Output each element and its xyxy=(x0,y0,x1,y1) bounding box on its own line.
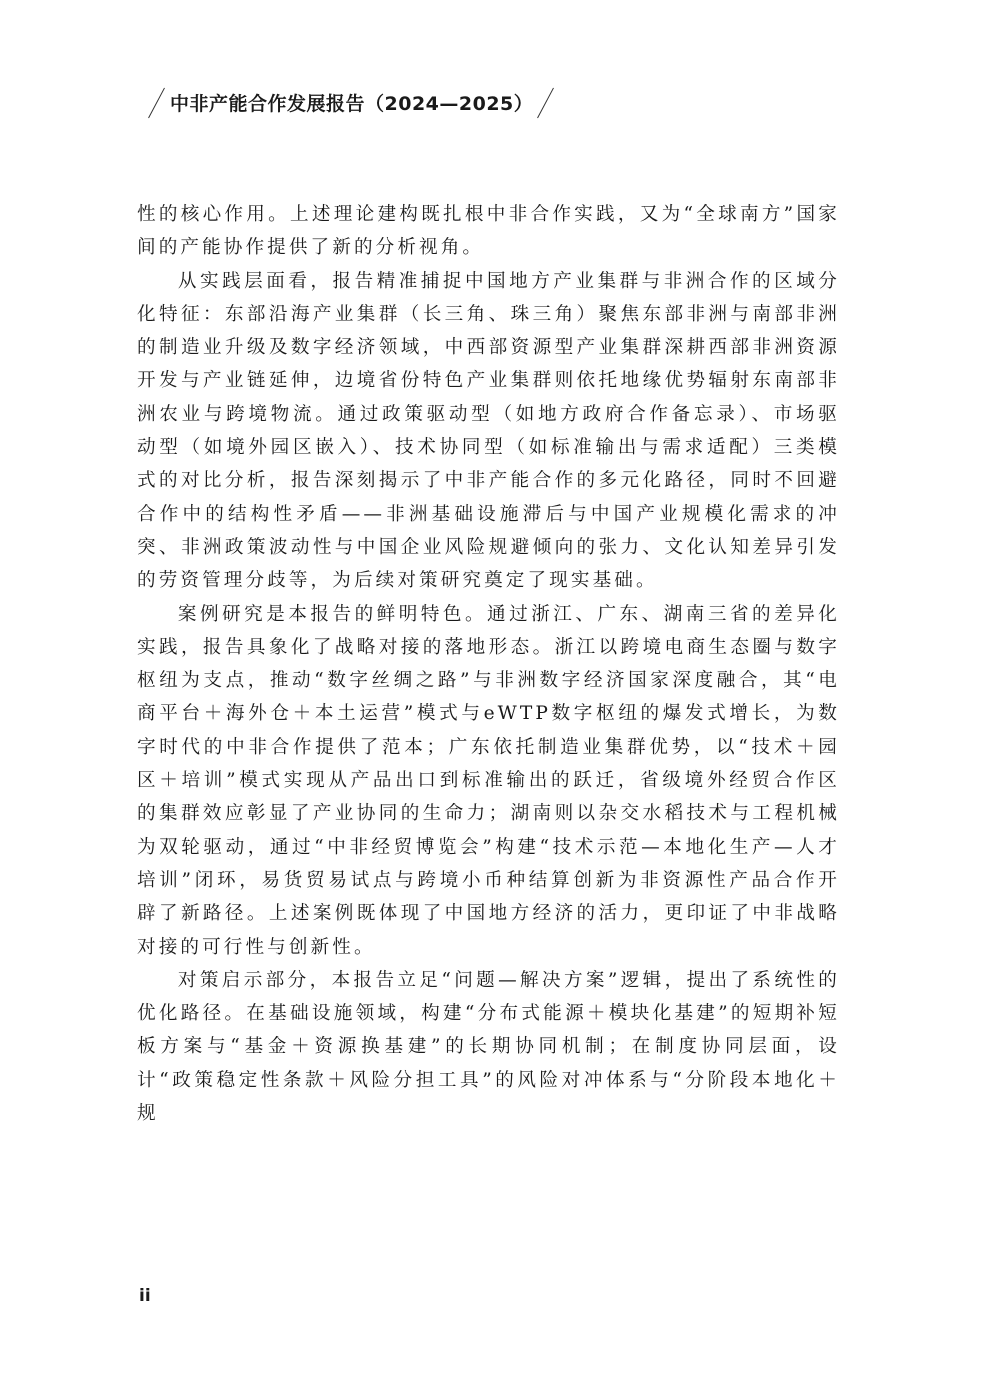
paragraph-continued: 性的核心作用。上述理论建构既扎根中非合作实践，又为“全球南方”国家间的产能协作提供了新的分析视角。 xyxy=(137,204,840,259)
paragraph-policy: 对策启示部分，本报告立足“问题—解决方案”逻辑，提出了系统性的优化路径。在基础设施领域，构建“分布式能源＋模块化基建”的短期补短板方案与“基金＋资源换基建”的长期协同机制；在制度协同层面，设计“政策稳定性条款＋风险分担工具”的风险对冲体系与“分阶段本地化＋规 xyxy=(137,969,840,1125)
running-header xyxy=(150,82,553,122)
header-left-slash xyxy=(150,88,164,116)
page-number: ii xyxy=(139,1286,151,1306)
paragraph-practice: 从实践层面看，报告精准捕捉中国地方产业集群与非洲合作的区域分化特征：东部沿海产业集群（长三角、珠三角）聚焦东部非洲与南部非洲的制造业升级及数字经济领域，中西部资源型产业集群深耕西部非洲资源开发与产业链延伸，边境省份特色产业集群则依托地缘优势辐射东南部非洲农业与跨境物流。通过政策驱动型（如地方政府合作备忘录）、市场驱动型（如境外园区嵌入）、技术协同型（如标准输出与需求适配）三类模式的对比分析，报告深刻揭示了中非产能合作的多元化路径，同时不回避合作中的结构性矛盾——非洲基础设施滞后与中国产业规模化需求的冲突、非洲政策波动性与中国企业风险规避倾向的张力、文化认知差异引发的劳资管理分歧等，为后续对策研究奠定了现实基础。 xyxy=(137,270,840,592)
header-right-slash xyxy=(539,88,553,116)
body-text xyxy=(137,198,840,1130)
paragraph-case-study: 案例研究是本报告的鲜明特色。通过浙江、广东、湖南三省的差异化实践，报告具象化了战略对接的落地形态。浙江以跨境电商生态圈与数字枢纽为支点，推动“数字丝绸之路”与非洲数字经济国家深度融合，其“电商平台＋海外仓＋本土运营”模式与eWTP数字枢纽的爆发式增长，为数字时代的中非合作提供了范本；广东依托制造业集群优势，以“技术＋园区＋培训”模式实现从产品出口到标准输出的跃迁，省级境外经贸合作区的集群效应彰显了产业协同的生命力；湖南则以杂交水稻技术与工程机械为双轮驱动，通过“中非经贸博览会”构建“技术示范—本地化生产—人才培训”闭环，易货贸易试点与跨境小币种结算创新为非资源性产品合作开辟了新路径。上述案例既体现了中国地方经济的活力，更印证了中非战略对接的可行性与创新性。 xyxy=(137,603,840,958)
header-title: 中非产能合作发展报告（2024—2025） xyxy=(170,92,534,115)
